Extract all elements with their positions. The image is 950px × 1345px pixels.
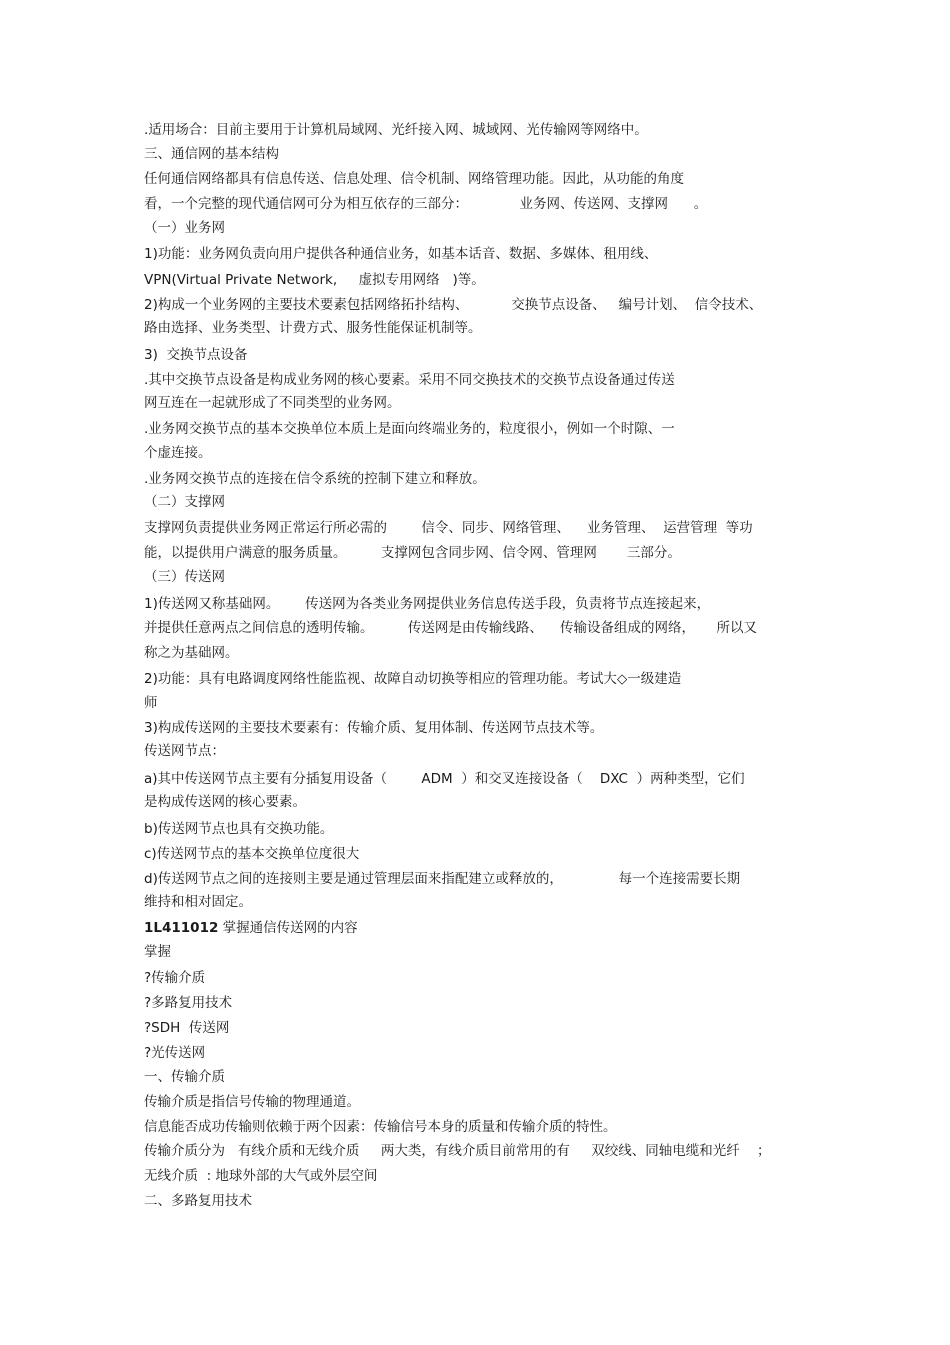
text-line: .适用场合：目前主要用于计算机局域网、光纤接入网、城域网、光传输网等网络中。 [144,122,648,138]
text-line: 1)功能：业务网负责向用户提供各种通信业务，如基本话音、数据、多媒体、租用线、 [144,246,658,262]
text-line: 传送网节点： [144,743,225,759]
text-line: 称之为基础网。 [144,645,239,661]
text-line: .业务网交换节点的基本交换单位本质上是面向终端业务的，粒度很小，例如一个时隙、一 [144,421,675,437]
section-title: 掌握通信传送网的内容 [222,920,358,936]
text-line: 1)传送网又称基础网。 传送网为各类业务网提供业务信息传送手段，负责将节点连接起来， [144,596,711,612]
text-line: 3)构成传送网的主要技术要素有：传输介质、复用体制、传送网节点技术等。 [144,720,604,736]
text-line: .业务网交换节点的连接在信令系统的控制下建立和释放。 [144,471,486,487]
text-line: 网互连在一起就形成了不同类型的业务网。 [144,395,401,411]
text-line: 个虚连接。 [144,445,212,461]
text-line: .其中交换节点设备是构成业务网的核心要素。采用不同交换技术的交换节点设备通过传送 [144,372,675,388]
text-line: a)其中传送网节点主要有分插复用设备（ ADM ）和交叉连接设备（ DXC ）两种类型，它们 [144,771,745,787]
list-item: ?多路复用技术 [144,995,233,1011]
subsection-heading: （二）支撑网 [144,494,225,510]
text-line: 任何通信网络都具有信息传送、信息处理、信令机制、网络管理功能。因此，从功能的角度 [144,171,684,187]
section-heading: 二、多路复用技术 [144,1193,252,1209]
section-code: 1L411012 [144,920,219,936]
section-code-heading [144,920,358,936]
text-line: 师 [144,695,158,711]
text-line: 并提供任意两点之间信息的透明传输。 传送网是由传输线路、 传输设备组成的网络， 所以又 [144,620,757,636]
section-heading: 一、传输介质 [144,1069,225,1085]
text-line: 路由选择、业务类型、计费方式、服务性能保证机制等。 [144,320,482,336]
text-line: 支撑网负责提供业务网正常运行所必需的 信令、同步、网络管理、 业务管理、 运营管理 等功 [144,520,753,536]
text-line: 2)构成一个业务网的主要技术要素包括网络拓扑结构、 交换节点设备、 编号计划、 信令技术、 [144,297,763,313]
text-line: 维持和相对固定。 [144,894,252,910]
text-line: VPN(Virtual Private Network, 虚拟专用网络 )等。 [144,272,485,288]
text-line: 能，以提供用户满意的服务质量。 支撑网包含同步网、信令网、管理网 三部分。 [144,545,681,561]
text-line: 无线介质 : 地球外部的大气或外层空间 [144,1168,378,1184]
section-heading: 三、通信网的基本结构 [144,146,279,162]
text-line: 是构成传送网的核心要素。 [144,794,306,810]
text-line: 信息能否成功传输则依赖于两个因素：传输信号本身的质量和传输介质的特性。 [144,1119,617,1135]
list-item: ?光传送网 [144,1045,206,1061]
subsection-heading: （一）业务网 [144,220,225,236]
text-line: 传输介质是指信号传输的物理通道。 [144,1094,360,1110]
text-line: 掌握 [144,944,171,960]
list-item: ?传输介质 [144,970,206,986]
text-line: 看，一个完整的现代通信网可分为相互依存的三部分： 业务网、传送网、支撑网 。 [144,196,708,212]
list-item: ?SDH 传送网 [144,1020,230,1036]
subsection-heading: （三）传送网 [144,569,225,585]
text-line: 2)功能：具有电路调度网络性能监视、故障自动切换等相应的管理功能。考试大◇一级建造 [144,671,682,687]
text-line: 3) 交换节点设备 [144,347,248,363]
text-line: d)传送网节点之间的连接则主要是通过管理层面来指配建立或释放的， 每一个连接需要长期 [144,871,741,887]
text-line: b)传送网节点也具有交换功能。 [144,821,334,837]
text-line: 传输介质分为 有线介质和无线介质 两大类，有线介质目前常用的有 双绞线、同轴电缆和光纤 ； [144,1143,771,1159]
text-line: c)传送网节点的基本交换单位度很大 [144,846,360,862]
